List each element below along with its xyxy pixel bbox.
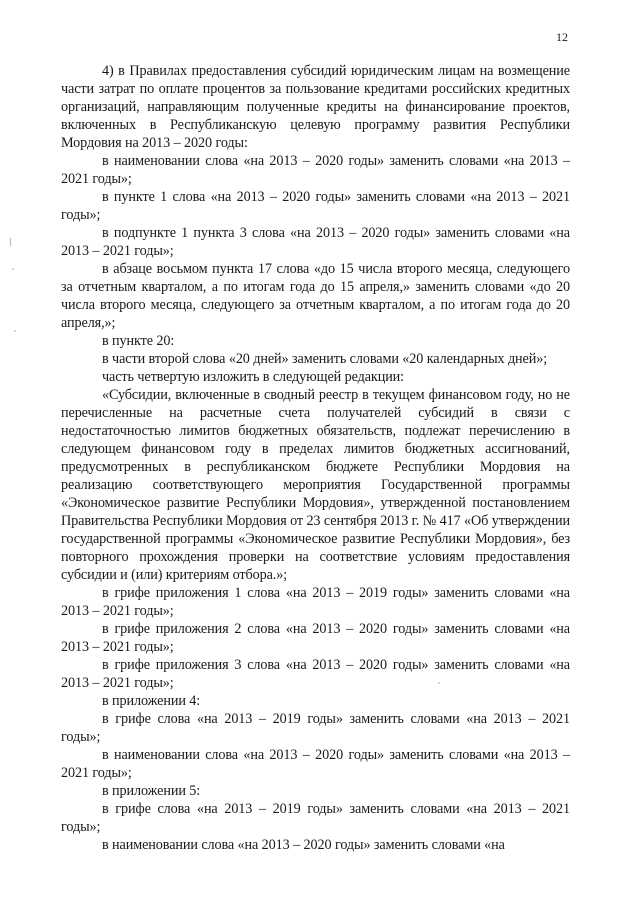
paragraph-new-wording: «Субсидии, включенные в сводный реестр в текущем финансовом году, но не перечисленные на расчетные счета получателей субсидий в связи с недостаточностью лимитов бюджетных обязательств, подлежат перечислению в следующем финансовом году в пределах лимитов бюджетных ассигнований, предусмотренных в республиканском бюджете Республики Мордовия на реализацию соответствующего мероприятия Государственной программы «Экономическое развитие Республики Мордовия», утвержденной постановлением Правительства Республики Мордовия от 23 сентября 2013 г. № 417 «Об утверждении государственной программы «Экономическое развитие Республики Мордовия», без повторного прохождения проверки на соответствие условиям предоставления субсидии и (или) критериям отбора.»; xyxy=(61,387,571,583)
scan-margin-mark xyxy=(10,238,11,246)
paragraph-point-20-header: в пункте 20: xyxy=(102,333,175,349)
scan-speck xyxy=(14,330,16,332)
paragraph-appendix-4-title: в наименовании слова «на 2013 – 2020 годы» заменить словами «на 2013 – 2021 годы»; xyxy=(61,747,570,781)
page-number: 12 xyxy=(556,30,568,44)
paragraph-appendix-2-stamp: в грифе приложения 2 слова «на 2013 – 2020 годы» заменить словами «на 2013 – 2021 годы»; xyxy=(61,621,570,655)
paragraph-point-17-change: в абзаце восьмом пункта 17 слова «до 15 числа второго месяца, следующего за отчетным кварталом, а по итогам года до 15 апреля,» заменить словами «до 20 числа второго месяца, следующего за отчетным кварталом, а по итогам года до 20 апреля,»; xyxy=(61,261,570,331)
paragraph-subpoint-1-point-3-change: в подпункте 1 пункта 3 слова «на 2013 – 2020 годы» заменить словами «на 2013 – 2021 годы»; xyxy=(61,225,570,259)
paragraph-appendix-5-header: в приложении 5: xyxy=(102,783,201,799)
paragraph-point-20-part-4-header: часть четвертую изложить в следующей редакции: xyxy=(102,369,405,385)
paragraph-appendix-4-header: в приложении 4: xyxy=(102,693,201,709)
paragraph-appendix-5-stamp: в грифе слова «на 2013 – 2019 годы» заменить словами «на 2013 – 2021 годы»; xyxy=(61,801,570,835)
paragraph-appendix-4-stamp: в грифе слова «на 2013 – 2019 годы» заменить словами «на 2013 – 2021 годы»; xyxy=(61,711,570,745)
paragraph-appendix-1-stamp: в грифе приложения 1 слова «на 2013 – 2019 годы» заменить словами «на 2013 – 2021 годы»; xyxy=(61,585,570,619)
paragraph-title-change: в наименовании слова «на 2013 – 2020 годы» заменить словами «на 2013 – 2021 годы»; xyxy=(61,153,570,187)
paragraph-appendix-5-title: в наименовании слова «на 2013 – 2020 годы» заменить словами «на xyxy=(102,837,505,853)
paragraph-item-4-intro: 4) в Правилах предоставления субсидий юридическим лицам на возмещение части затрат по оплате процентов за пользование кредитами российских кредитных организаций, направляющим полученные кредиты на финансирование проектов, включенных в Республиканскую целевую программу развития Республики Мордовия на 2013 – 2020 годы: xyxy=(61,63,570,151)
paragraph-appendix-3-stamp: в грифе приложения 3 слова «на 2013 – 2020 годы» заменить словами «на 2013 – 2021 годы»; xyxy=(61,657,570,691)
document-body xyxy=(61,62,570,854)
paragraph-point-20-part-2: в части второй слова «20 дней» заменить словами «20 календарных дней»; xyxy=(102,351,548,367)
paragraph-point-1-change: в пункте 1 слова «на 2013 – 2020 годы» заменить словами «на 2013 – 2021 годы»; xyxy=(61,189,570,223)
scan-speck xyxy=(12,268,14,270)
